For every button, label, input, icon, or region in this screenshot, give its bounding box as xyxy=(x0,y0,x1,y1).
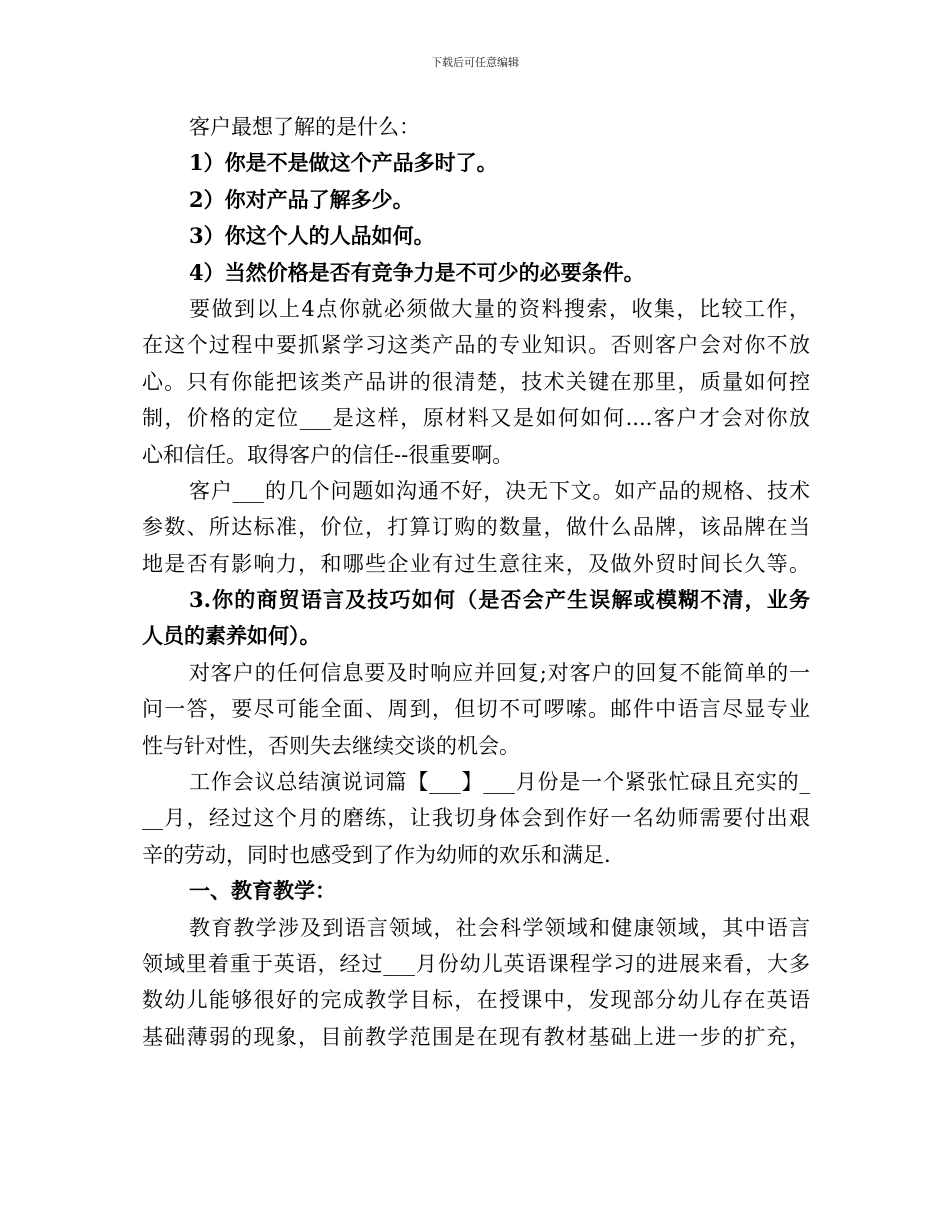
text-line: 辛的劳动，同时也感受到了作为幼师的欢乐和满足. xyxy=(142,842,611,867)
heading-line: 2）你对产品了解多少。 xyxy=(189,186,414,212)
text-line: 要做到以上4点你就必须做大量的资料搜索，收集，比较工作， xyxy=(189,296,810,321)
heading-line: 一、教育教学： xyxy=(189,878,336,904)
text-line: 领域里着重于英语，经过___月份幼儿英语课程学习的进展来看，大多 xyxy=(142,951,810,976)
heading-line: 人员的素养如何）。 xyxy=(142,623,321,649)
text-line: 数幼儿能够很好的完成教学目标，在授课中，发现部分幼儿存在英语 xyxy=(142,988,810,1013)
text-line: 问一答，要尽可能全面、周到，但切不可啰嗦。邮件中语言尽显专业 xyxy=(142,697,810,722)
text-line: 客户最想了解的是什么： xyxy=(189,115,420,139)
heading-line: 3.你的商贸语言及技巧如何（是否会产生误解或模糊不清，业务 xyxy=(189,587,810,613)
heading-line: 4）当然价格是否有竞争力是不可少的必要条件。 xyxy=(189,259,645,285)
heading-line: 3）你这个人的人品如何。 xyxy=(189,223,435,249)
text-line: 客户___的几个问题如沟通不好，决无下文。如产品的规格、技术 xyxy=(189,478,810,503)
text-line: __月，经过这个月的磨练，让我切身体会到作好一名幼师需要付出艰 xyxy=(142,806,810,831)
text-line: 基础薄弱的现象，目前教学范围是在现有教材基础上进一步的扩充， xyxy=(142,1024,810,1049)
text-line: 制，价格的定位___是这样，原材料又是如何如何....客户才会对你放 xyxy=(142,406,810,431)
text-line: 参数、所达标准，价位，打算订购的数量，做什么品牌，该品牌在当 xyxy=(142,515,810,540)
text-line: 在这个过程中要抓紧学习这类产品的专业知识。否则客户会对你不放 xyxy=(142,333,810,358)
text-line: 工作会议总结演说词篇【___】___月份是一个紧张忙碌且充实的_ xyxy=(189,770,810,795)
text-line: 教育教学涉及到语言领域，社会科学领域和健康领域，其中语言 xyxy=(189,915,810,940)
document-body xyxy=(142,109,810,1055)
text-line: 心。只有你能把该类产品讲的很清楚，技术关键在那里，质量如何控 xyxy=(142,369,810,394)
heading-line: 1）你是不是做这个产品多时了。 xyxy=(189,150,498,176)
page-header: 下载后可任意编辑 xyxy=(431,56,519,69)
text-line: 心和信任。取得客户的信任--很重要啊。 xyxy=(142,442,514,467)
text-line: 地是否有影响力，和哪些企业有过生意往来，及做外贸时间长久等。 xyxy=(142,551,810,576)
text-line: 对客户的任何信息要及时响应并回复;对客户的回复不能简单的一 xyxy=(189,660,810,685)
text-line: 性与针对性，否则失去继续交谈的机会。 xyxy=(142,733,520,758)
